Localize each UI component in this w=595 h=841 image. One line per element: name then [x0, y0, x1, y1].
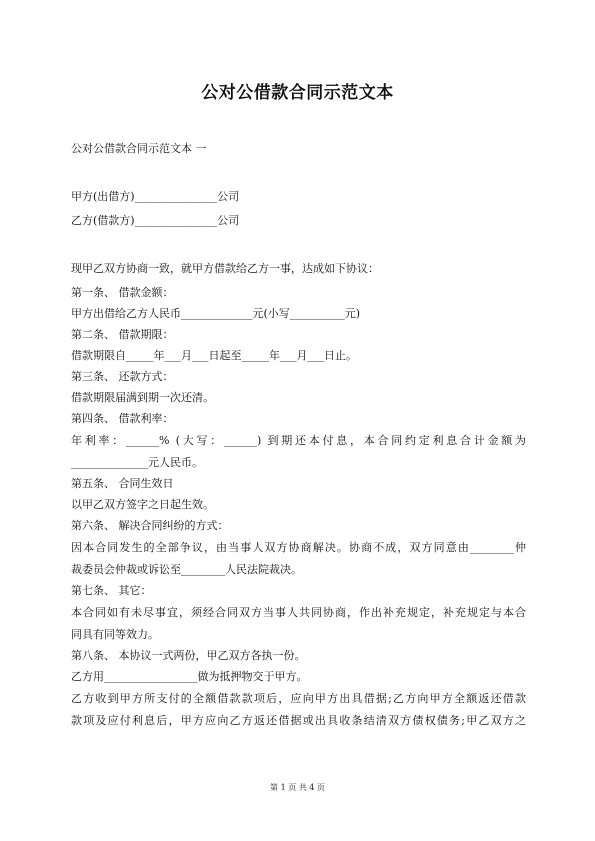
- article-7-title: 第七条、 其它：: [71, 584, 152, 597]
- article-2-title: 第二条、 借款期限：: [71, 328, 174, 341]
- party-a-line: 甲方(出借方)_______________公司: [71, 190, 240, 203]
- article-5-title: 第五条、 合同生效日: [71, 477, 174, 490]
- article-6-body-line-2: 裁委员会仲裁或诉讼至________人民法院裁决。: [71, 563, 302, 576]
- article-3-title: 第三条、 还款方式：: [71, 370, 174, 383]
- article-6-body-line-1: 因本合同发生的全部争议，由当事人双方协商解决。协商不成，双方同意由________仲: [71, 541, 526, 554]
- intro-paragraph: 现甲乙双方协商一致，就甲方借款给乙方一事，达成如下协议：: [71, 262, 379, 275]
- party-b-line: 乙方(借款方)_______________公司: [71, 214, 240, 227]
- article-7-body-line-2: 同具有同等效力。: [71, 628, 159, 641]
- closing-line-1: 乙方收到甲方所支付的全额借款款项后，应向甲方出具借据;乙方向甲方全额返还借款: [71, 692, 526, 705]
- article-1-title: 第一条、 借款金额：: [71, 286, 174, 299]
- document-body: [71, 139, 526, 732]
- article-3-body: 借款期限届满到期一次还清。: [71, 391, 214, 404]
- article-5-body: 以甲乙双方签字之日起生效。: [71, 498, 214, 511]
- article-7-body-line-1: 本合同如有未尽事宜，须经合同双方当事人共同协商，作出补充规定，补充规定与本合: [71, 606, 526, 619]
- page-footer: 第 1 页 共 4 页: [270, 783, 325, 792]
- subtitle: 公对公借款合同示范文本 一: [71, 142, 207, 155]
- article-6-body: [71, 537, 526, 581]
- pledge-line: 乙方用_________________做为抵押物交于甲方。: [71, 670, 308, 683]
- article-4-body-line-1: 年利率：______% (大写：______) 到期还本付息，本合同约定利息合计金额为: [71, 434, 526, 447]
- article-8-title: 第八条、 本协议一式两份，甲乙双方各执一份。: [71, 649, 306, 662]
- article-4-title: 第四条、 借款利率：: [71, 412, 174, 425]
- article-4-body-line-2: ______________元人民币。: [71, 456, 203, 469]
- article-2-body: 借款期限自_____年___月___日起至_____年___月___日止。: [71, 349, 357, 362]
- article-1-body: 甲方出借给乙方人民币_____________元(小写__________元): [71, 307, 361, 320]
- article-6-title: 第六条、 解决合同纠纷的方式：: [71, 519, 229, 532]
- document-title: 公对公借款合同示范文本: [201, 83, 394, 103]
- closing-line-2: 款项及应付利息后，甲方应向乙方返还借据或出具收条结清双方债权债务;甲乙双方之: [71, 714, 526, 727]
- closing-paragraph: [71, 688, 526, 732]
- article-4-body: [71, 430, 526, 474]
- article-7-body: [71, 602, 526, 646]
